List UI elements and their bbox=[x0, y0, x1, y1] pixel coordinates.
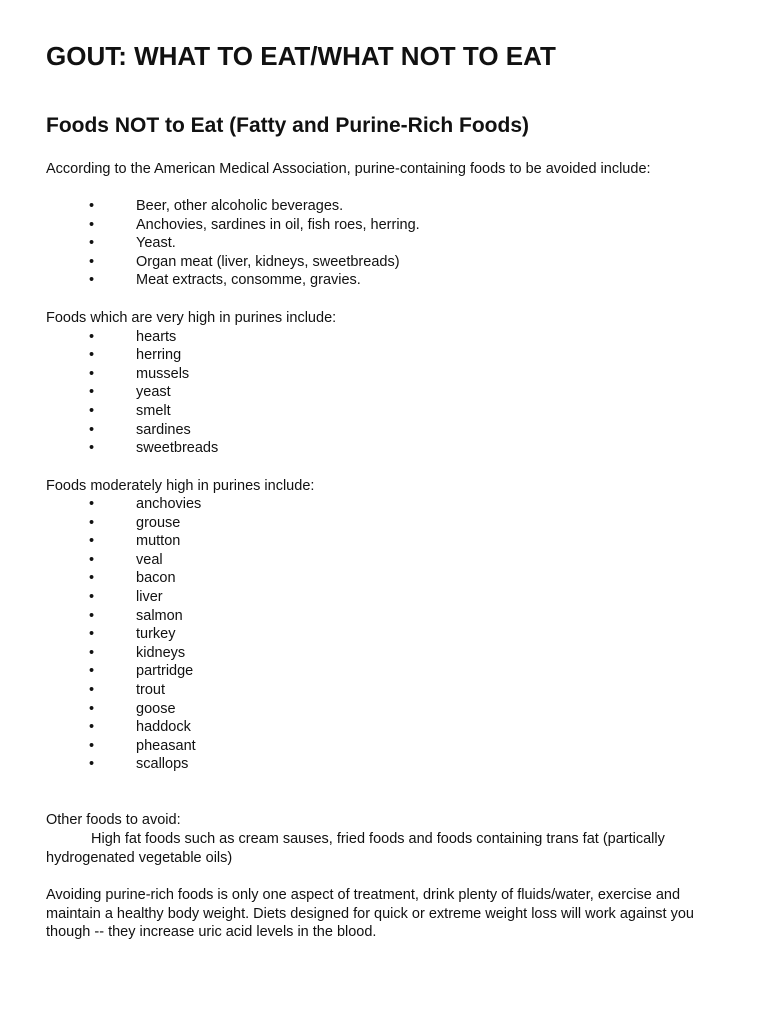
list-item bbox=[46, 234, 736, 253]
very-high-heading: Foods which are very high in purines include: bbox=[46, 310, 337, 326]
list-item-text: haddock bbox=[136, 719, 191, 736]
bullet-icon: • bbox=[89, 514, 95, 531]
list-item-text: Organ meat (liver, kidneys, sweetbreads) bbox=[136, 253, 400, 270]
bullet-icon: • bbox=[89, 663, 95, 680]
bullet-icon: • bbox=[89, 384, 95, 401]
bullet-icon: • bbox=[89, 756, 95, 773]
bullet-icon: • bbox=[89, 253, 95, 270]
other-paragraph: High fat foods such as cream sauses, fried foods and foods containing trans fat (partically hydrogenated vegetable oils) bbox=[46, 831, 665, 866]
list-item-text: Yeast. bbox=[136, 235, 176, 252]
list-item bbox=[46, 625, 736, 644]
closing-paragraph: Avoiding purine-rich foods is only one aspect of treatment, drink plenty of fluids/water, exercise and maintain a healthy body weight. Diets designed for quick or extreme weight loss will work against you though -- they increase uric acid levels in the blood. bbox=[46, 887, 694, 941]
list-item bbox=[46, 532, 736, 551]
bullet-icon: • bbox=[89, 347, 95, 364]
list-item bbox=[46, 718, 736, 737]
bullet-icon: • bbox=[89, 365, 95, 382]
list-item-text: Meat extracts, consomme, gravies. bbox=[136, 272, 361, 289]
moderate-list bbox=[46, 495, 736, 774]
list-item bbox=[46, 681, 736, 700]
bullet-icon: • bbox=[89, 570, 95, 587]
intro-paragraph: According to the American Medical Association, purine-containing foods to be avoided include: bbox=[46, 161, 651, 177]
other-heading: Other foods to avoid: bbox=[46, 812, 181, 828]
list-item bbox=[46, 569, 736, 588]
list-item bbox=[46, 271, 736, 290]
list-item-text: grouse bbox=[136, 514, 181, 531]
bullet-icon: • bbox=[89, 421, 95, 438]
list-item-text: mussels bbox=[136, 365, 190, 382]
very-high-list bbox=[46, 328, 736, 458]
document-title: GOUT: WHAT TO EAT/WHAT NOT TO EAT bbox=[46, 41, 556, 71]
list-item bbox=[46, 737, 736, 756]
list-item-text: kidneys bbox=[136, 644, 186, 661]
bullet-icon: • bbox=[89, 328, 95, 345]
list-item bbox=[46, 644, 736, 663]
bullet-icon: • bbox=[89, 589, 95, 606]
bullet-icon: • bbox=[89, 496, 95, 513]
list-item-text: liver bbox=[136, 589, 163, 606]
list-item-text: pheasant bbox=[136, 737, 196, 754]
list-item bbox=[46, 755, 736, 774]
list-item bbox=[46, 383, 736, 402]
list-item bbox=[46, 514, 736, 533]
list-item-text: salmon bbox=[136, 607, 183, 624]
list-item bbox=[46, 439, 736, 458]
list-item bbox=[46, 551, 736, 570]
list-item bbox=[46, 495, 736, 514]
list-item bbox=[46, 588, 736, 607]
bullet-icon: • bbox=[89, 272, 95, 289]
list-item-text: partridge bbox=[136, 663, 194, 680]
list-item-text: veal bbox=[136, 551, 163, 568]
bullet-icon: • bbox=[89, 682, 95, 699]
list-item-text: sweetbreads bbox=[136, 440, 219, 457]
bullet-icon: • bbox=[89, 402, 95, 419]
list-item-text: anchovies bbox=[136, 496, 202, 513]
bullet-icon: • bbox=[89, 198, 95, 214]
list-item-text: herring bbox=[136, 347, 182, 364]
list-item bbox=[46, 402, 736, 421]
list-item bbox=[46, 662, 736, 681]
list-item bbox=[46, 346, 736, 365]
bullet-icon: • bbox=[89, 551, 95, 568]
list-item-text: trout bbox=[136, 682, 166, 699]
list-item-text: Anchovies, sardines in oil, fish roes, herring. bbox=[136, 216, 420, 233]
avoid-list bbox=[46, 197, 736, 290]
list-item-text: goose bbox=[136, 700, 176, 717]
list-item bbox=[46, 365, 736, 384]
list-item bbox=[46, 197, 736, 216]
bullet-icon: • bbox=[89, 533, 95, 550]
list-item-text: turkey bbox=[136, 626, 176, 643]
list-item bbox=[46, 700, 736, 719]
list-item bbox=[46, 421, 736, 440]
bullet-icon: • bbox=[89, 216, 95, 233]
list-item-text: mutton bbox=[136, 533, 181, 550]
list-item-text: hearts bbox=[136, 328, 177, 345]
bullet-icon: • bbox=[89, 644, 95, 661]
bullet-icon: • bbox=[89, 737, 95, 754]
bullet-icon: • bbox=[89, 700, 95, 717]
section-heading: Foods NOT to Eat (Fatty and Purine-Rich Foods) bbox=[46, 114, 529, 137]
list-item bbox=[46, 607, 736, 626]
bullet-icon: • bbox=[89, 719, 95, 736]
list-item bbox=[46, 216, 736, 235]
list-item-text: yeast bbox=[136, 384, 171, 401]
list-item-text: bacon bbox=[136, 570, 176, 587]
list-item-text: smelt bbox=[136, 402, 171, 419]
list-item-text: scallops bbox=[136, 756, 189, 773]
bullet-icon: • bbox=[89, 235, 95, 252]
list-item bbox=[46, 328, 736, 347]
bullet-icon: • bbox=[89, 626, 95, 643]
moderate-heading: Foods moderately high in purines include: bbox=[46, 477, 315, 494]
list-item-text: Beer, other alcoholic beverages. bbox=[136, 198, 344, 214]
list-item-text: sardines bbox=[136, 421, 191, 438]
bullet-icon: • bbox=[89, 440, 95, 457]
bullet-icon: • bbox=[89, 607, 95, 624]
list-item bbox=[46, 253, 736, 272]
